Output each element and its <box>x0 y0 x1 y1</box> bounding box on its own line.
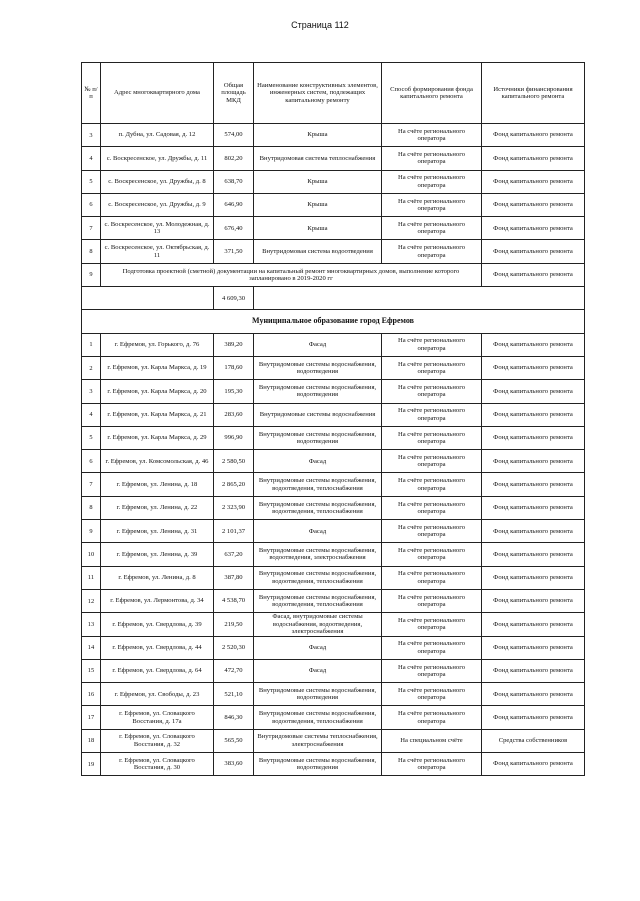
table-row <box>82 613 585 636</box>
row-method: На счёте регионального оператора <box>382 659 482 682</box>
table-row <box>82 520 585 543</box>
row-method: На счёте регионального оператора <box>382 589 482 612</box>
header-method: Способ формирования фонда капитального ремонта <box>382 63 482 124</box>
row-address: с. Воскресенское, ул. Октябрьская, д. 11 <box>101 240 214 263</box>
row-source: Фонд капитального ремонта <box>482 240 585 263</box>
row-method: На счёте регионального оператора <box>382 543 482 566</box>
table-row <box>82 356 585 379</box>
table-row <box>82 240 585 263</box>
row-address: г. Ефремов, ул. Ленина, д. 39 <box>101 543 214 566</box>
table-row <box>82 217 585 240</box>
table-row <box>82 543 585 566</box>
row-address: г. Ефремов, ул. Ленина, д. 18 <box>101 473 214 496</box>
header-source: Источники финансирования капитального ремонта <box>482 63 585 124</box>
row-method: На счёте регионального оператора <box>382 217 482 240</box>
total-blank <box>82 287 214 310</box>
row-num: 3 <box>82 380 101 403</box>
row-area: 2 323,90 <box>214 496 254 519</box>
row-method: На счёте регионального оператора <box>382 706 482 729</box>
row-method: На счёте регионального оператора <box>382 473 482 496</box>
row-address: г. Ефремов, ул. Карла Маркса, д. 19 <box>101 356 214 379</box>
row-num: 5 <box>82 426 101 449</box>
row-method: На счёте регионального оператора <box>382 613 482 636</box>
row-num: 8 <box>82 240 101 263</box>
table-row <box>82 496 585 519</box>
row-num: 7 <box>82 217 101 240</box>
row-address: г. Ефремов, ул. Карла Маркса, д. 29 <box>101 426 214 449</box>
row-source: Фонд капитального ремонта <box>482 333 585 356</box>
header-area: Общая площадь МКД <box>214 63 254 124</box>
row-area: 2 580,50 <box>214 450 254 473</box>
row-source: Фонд капитального ремонта <box>482 403 585 426</box>
row-elements: Крыша <box>254 170 382 193</box>
table-row <box>82 380 585 403</box>
row-num: 7 <box>82 473 101 496</box>
row-elements: Крыша <box>254 193 382 216</box>
row-num: 18 <box>82 729 101 752</box>
row-elements: Внутридомовые системы водоснабжения, водоотведения <box>254 426 382 449</box>
row-area: 383,60 <box>214 753 254 776</box>
header-address: Адрес многоквартирного дома <box>101 63 214 124</box>
row-num: 15 <box>82 659 101 682</box>
row-source: Фонд капитального ремонта <box>482 496 585 519</box>
row-num: 6 <box>82 193 101 216</box>
row-area: 565,50 <box>214 729 254 752</box>
row-address: г. Ефремов, ул. Карла Маркса, д. 20 <box>101 380 214 403</box>
row-address: г. Ефремов, ул. Словацкого Восстания, д. 17а <box>101 706 214 729</box>
row-elements: Фасад, внутридомовые системы водоснабжения, водоотведения, электроснабжения <box>254 613 382 636</box>
row-source: Фонд капитального ремонта <box>482 636 585 659</box>
row-area: 387,80 <box>214 566 254 589</box>
row-area: 802,20 <box>214 147 254 170</box>
row-method: На счёте регионального оператора <box>382 380 482 403</box>
row-area: 637,20 <box>214 543 254 566</box>
row-elements: Внутридомовые системы водоснабжения, водоотведения <box>254 356 382 379</box>
row-area: 195,30 <box>214 380 254 403</box>
row-num: 9 <box>82 520 101 543</box>
row-elements: Внутридомовая система теплоснабжения <box>254 147 382 170</box>
project-docs-text: Подготовка проектной (сметной) документации на капитальный ремонт многоквартирных домов, выполнение которого запланировано в 2019-2020 гг <box>101 263 482 286</box>
row-area: 2 520,30 <box>214 636 254 659</box>
row-area: 676,40 <box>214 217 254 240</box>
table-row <box>82 403 585 426</box>
row-elements: Внутридомовые системы теплоснабжения, электроснабжения <box>254 729 382 752</box>
page-header: Страница 112 <box>291 20 349 30</box>
row-area: 996,90 <box>214 426 254 449</box>
row-area: 846,30 <box>214 706 254 729</box>
row-method: На счёте регионального оператора <box>382 753 482 776</box>
row-num: 3 <box>82 124 101 147</box>
row-source: Фонд капитального ремонта <box>482 193 585 216</box>
row-source: Фонд капитального ремонта <box>482 124 585 147</box>
row-method: На счёте регионального оператора <box>382 124 482 147</box>
row-num: 8 <box>82 496 101 519</box>
row-method: На счёте регионального оператора <box>382 426 482 449</box>
row-elements: Внутридомовые системы водоснабжения, водоотведения, теплоснабжения <box>254 589 382 612</box>
row-num: 19 <box>82 753 101 776</box>
table-row <box>82 753 585 776</box>
row-method: На счёте регионального оператора <box>382 193 482 216</box>
row-source: Фонд капитального ремонта <box>482 613 585 636</box>
table-header-row <box>82 63 585 124</box>
table-row <box>82 450 585 473</box>
row-address: п. Дубна, ул. Садовая, д. 12 <box>101 124 214 147</box>
row-elements: Внутридомовые системы водоснабжения <box>254 403 382 426</box>
table-row <box>82 473 585 496</box>
row-method: На счёте регионального оператора <box>382 240 482 263</box>
row-method: На счёте регионального оператора <box>382 403 482 426</box>
table-row <box>82 124 585 147</box>
row-source: Фонд капитального ремонта <box>482 589 585 612</box>
row-num: 12 <box>82 589 101 612</box>
row-area: 389,20 <box>214 333 254 356</box>
row-source: Фонд капитального ремонта <box>482 520 585 543</box>
row-source: Фонд капитального ремонта <box>482 566 585 589</box>
row-elements: Крыша <box>254 217 382 240</box>
table-row <box>82 589 585 612</box>
row-area: 521,10 <box>214 683 254 706</box>
row-num: 5 <box>82 170 101 193</box>
total-row <box>82 287 585 310</box>
row-source: Фонд капитального ремонта <box>482 753 585 776</box>
row-elements: Внутридомовые системы водоснабжения, водоотведения, теплоснабжения <box>254 473 382 496</box>
row-elements: Внутридомовые системы водоснабжения, водоотведения <box>254 683 382 706</box>
table-row <box>82 333 585 356</box>
table-row <box>82 566 585 589</box>
project-docs-row <box>82 263 585 286</box>
table-row <box>82 659 585 682</box>
row-elements: Внутридомовые системы водоснабжения, водоотведения, теплоснабжения <box>254 566 382 589</box>
row-elements: Фасад <box>254 450 382 473</box>
row-address: г. Ефремов, ул. Свердлова, д. 64 <box>101 659 214 682</box>
row-address: с. Воскресенское, ул. Молодежная, д. 13 <box>101 217 214 240</box>
row-elements: Внутридомовая система водоотведения <box>254 240 382 263</box>
row-elements: Внутридомовые системы водоснабжения, водоотведения <box>254 380 382 403</box>
row-address: г. Ефремов, ул. Лермонтова, д. 34 <box>101 589 214 612</box>
row-address: г. Ефремов, ул. Свердлова, д. 44 <box>101 636 214 659</box>
row-area: 2 101,37 <box>214 520 254 543</box>
row-address: с. Воскресенское, ул. Дружбы, д. 9 <box>101 193 214 216</box>
table-row <box>82 426 585 449</box>
row-num: 4 <box>82 147 101 170</box>
row-method: На счёте регионального оператора <box>382 520 482 543</box>
repair-program-table <box>81 62 585 776</box>
row-method: На счёте регионального оператора <box>382 356 482 379</box>
total-blank-right <box>254 287 585 310</box>
row-address: г. Ефремов, ул. Карла Маркса, д. 21 <box>101 403 214 426</box>
row-num: 11 <box>82 566 101 589</box>
header-num: № п/п <box>82 63 101 124</box>
table-row <box>82 636 585 659</box>
row-elements: Крыша <box>254 124 382 147</box>
row-method: На счёте регионального оператора <box>382 636 482 659</box>
row-elements: Фасад <box>254 659 382 682</box>
row-source: Фонд капитального ремонта <box>482 356 585 379</box>
table-row <box>82 170 585 193</box>
row-address: с. Воскресенское, ул. Дружбы, д. 8 <box>101 170 214 193</box>
row-elements: Внутридомовые системы водоснабжения, водоотведения <box>254 753 382 776</box>
row-source: Фонд капитального ремонта <box>482 170 585 193</box>
row-area: 2 865,20 <box>214 473 254 496</box>
row-address: г. Ефремов, ул. Комсомольская, д. 46 <box>101 450 214 473</box>
row-elements: Фасад <box>254 636 382 659</box>
row-area: 283,60 <box>214 403 254 426</box>
table-body-top <box>82 124 585 264</box>
row-num: 6 <box>82 450 101 473</box>
row-source: Фонд капитального ремонта <box>482 683 585 706</box>
section-title: Муниципальное образование город Ефремов <box>82 310 585 333</box>
row-source: Фонд капитального ремонта <box>482 380 585 403</box>
table-row <box>82 147 585 170</box>
row-area: 574,00 <box>214 124 254 147</box>
row-elements: Внутридомовые системы водоснабжения, водоотведения, теплоснабжения <box>254 496 382 519</box>
row-source: Фонд капитального ремонта <box>482 426 585 449</box>
row-area: 371,50 <box>214 240 254 263</box>
row-source: Фонд капитального ремонта <box>482 543 585 566</box>
total-area: 4 609,30 <box>214 287 254 310</box>
row-method: На счёте регионального оператора <box>382 496 482 519</box>
row-source: Фонд капитального ремонта <box>482 473 585 496</box>
row-method: На счёте регионального оператора <box>382 147 482 170</box>
row-method: На счёте регионального оператора <box>382 450 482 473</box>
row-elements: Фасад <box>254 520 382 543</box>
row-num: 13 <box>82 613 101 636</box>
row-area: 646,90 <box>214 193 254 216</box>
row-area: 638,70 <box>214 170 254 193</box>
row-address: г. Ефремов, ул. Свободы, д. 23 <box>101 683 214 706</box>
row-area: 219,50 <box>214 613 254 636</box>
row-address: г. Ефремов, ул. Словацкого Восстания, д. 32 <box>101 729 214 752</box>
row-source: Фонд капитального ремонта <box>482 450 585 473</box>
table-row <box>82 706 585 729</box>
row-address: г. Ефремов, ул. Свердлова, д. 39 <box>101 613 214 636</box>
table-body-bottom <box>82 333 585 776</box>
row-source: Фонд капитального ремонта <box>482 147 585 170</box>
row-source: Фонд капитального ремонта <box>482 659 585 682</box>
table-row <box>82 683 585 706</box>
row-source: Фонд капитального ремонта <box>482 217 585 240</box>
row-address: г. Ефремов, ул. Ленина, д. 31 <box>101 520 214 543</box>
row-num: 9 <box>82 263 101 286</box>
row-num: 10 <box>82 543 101 566</box>
row-address: г. Ефремов, ул. Ленина, д. 8 <box>101 566 214 589</box>
row-num: 14 <box>82 636 101 659</box>
row-method: На счёте регионального оператора <box>382 566 482 589</box>
row-num: 4 <box>82 403 101 426</box>
row-num: 2 <box>82 356 101 379</box>
row-area: 178,60 <box>214 356 254 379</box>
row-method: На счёте регионального оператора <box>382 333 482 356</box>
row-method: На счёте регионального оператора <box>382 683 482 706</box>
row-address: г. Ефремов, ул. Словацкого Восстания, д. 30 <box>101 753 214 776</box>
row-elements: Фасад <box>254 333 382 356</box>
row-area: 472,70 <box>214 659 254 682</box>
row-num: 16 <box>82 683 101 706</box>
row-method: На специальном счёте <box>382 729 482 752</box>
row-elements: Внутридомовые системы водоснабжения, водоотведения, электроснабжения <box>254 543 382 566</box>
row-address: г. Ефремов, ул. Горького, д. 76 <box>101 333 214 356</box>
row-area: 4 538,70 <box>214 589 254 612</box>
row-address: с. Воскресенское, ул. Дружбы, д. 11 <box>101 147 214 170</box>
section-row <box>82 310 585 333</box>
table-row <box>82 193 585 216</box>
row-source: Фонд капитального ремонта <box>482 263 585 286</box>
row-elements: Внутридомовые системы водоснабжения, водоотведения, теплоснабжения <box>254 706 382 729</box>
row-method: На счёте регионального оператора <box>382 170 482 193</box>
table-row <box>82 729 585 752</box>
header-elements: Наименование конструктивных элементов, инженерных систем, подлежащих капитальному ремонту <box>254 63 382 124</box>
row-address: г. Ефремов, ул. Ленина, д. 22 <box>101 496 214 519</box>
row-num: 1 <box>82 333 101 356</box>
row-num: 17 <box>82 706 101 729</box>
row-source: Фонд капитального ремонта <box>482 706 585 729</box>
row-source: Средства собственников <box>482 729 585 752</box>
